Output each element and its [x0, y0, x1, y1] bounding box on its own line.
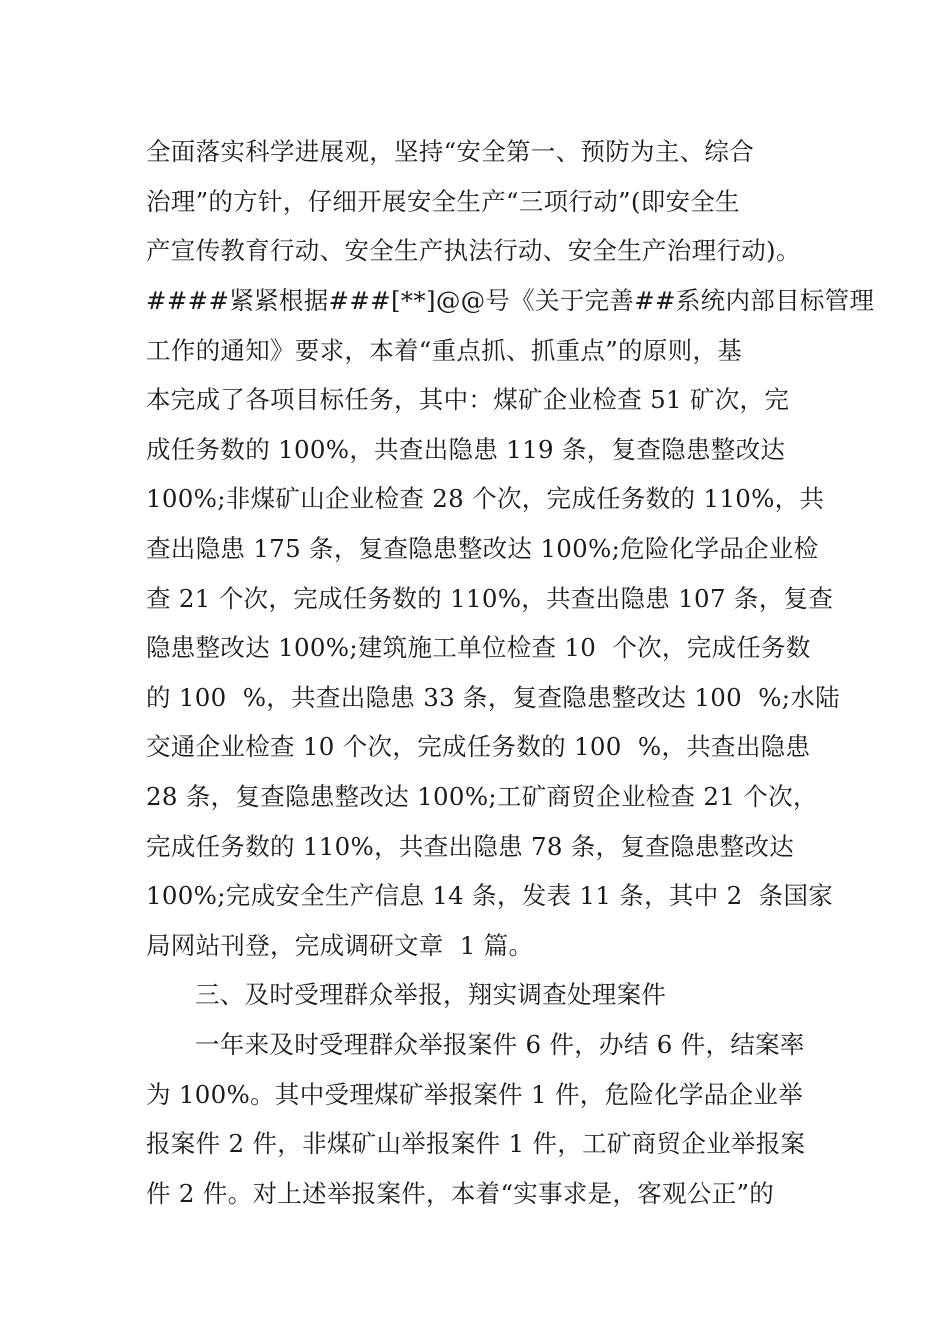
- text-line: 一年来及时受理群众举报案件 6 件，办结 6 件，结案率: [195, 1030, 805, 1059]
- text-line: 28 条，复查隐患整改达 100%;工矿商贸企业检查 21 个次，: [146, 782, 818, 811]
- text-line: 隐患整改达 100%;建筑施工单位检查 10 个次，完成任务数: [146, 633, 811, 662]
- text-line: 报案件 2 件，非煤矿山举报案件 1 件，工矿商贸企业举报案: [146, 1129, 806, 1158]
- text-line: ####紧紧根据###[**]@@号《关于完善##系统内部目标管理: [146, 286, 875, 315]
- text-line: 件 2 件。对上述举报案件，本着“实事求是，客观公正”的: [146, 1179, 775, 1208]
- text-line: 100%;非煤矿山企业检查 28 个次，完成任务数的 110%，共: [146, 484, 825, 513]
- text-line: 的 100 %，共查出隐患 33 条，复查隐患整改达 100 %;水陆: [146, 683, 840, 712]
- section-heading: 三、及时受理群众举报，翔实调查处理案件: [195, 980, 667, 1009]
- text-line: 全面落实科学进展观，坚持“安全第一、预防为主、综合: [146, 137, 755, 166]
- text-line: 工作的通知》要求，本着“重点抓、抓重点”的原则，基: [146, 336, 743, 365]
- text-line: 100%;完成安全生产信息 14 条，发表 11 条，其中 2 条国家: [146, 881, 834, 910]
- text-line: 交通企业检查 10 个次，完成任务数的 100 %，共查出隐患: [146, 732, 811, 761]
- text-line: 产宣传教育行动、安全生产执法行动、安全生产治理行动)。: [146, 236, 801, 265]
- text-line: 治理”的方针，仔细开展安全生产“三项行动”(即安全生: [146, 187, 740, 216]
- text-line: 本完成了各项目标任务，其中：煤矿企业检查 51 矿次，完: [146, 385, 790, 414]
- text-line: 为 100%。其中受理煤矿举报案件 1 件，危险化学品企业举: [146, 1080, 803, 1109]
- text-line: 成任务数的 100%，共查出隐患 119 条，复查隐患整改达: [146, 435, 786, 464]
- text-line: 局网站刊登，完成调研文章 1 篇。: [146, 931, 534, 960]
- text-line: 查 21 个次，完成任务数的 110%，共查出隐患 107 条，复查: [146, 584, 834, 613]
- text-line: 完成任务数的 110%，共查出隐患 78 条，复查隐患整改达: [146, 832, 795, 861]
- text-line: 查出隐患 175 条，复查隐患整改达 100%;危险化学品企业检: [146, 534, 819, 563]
